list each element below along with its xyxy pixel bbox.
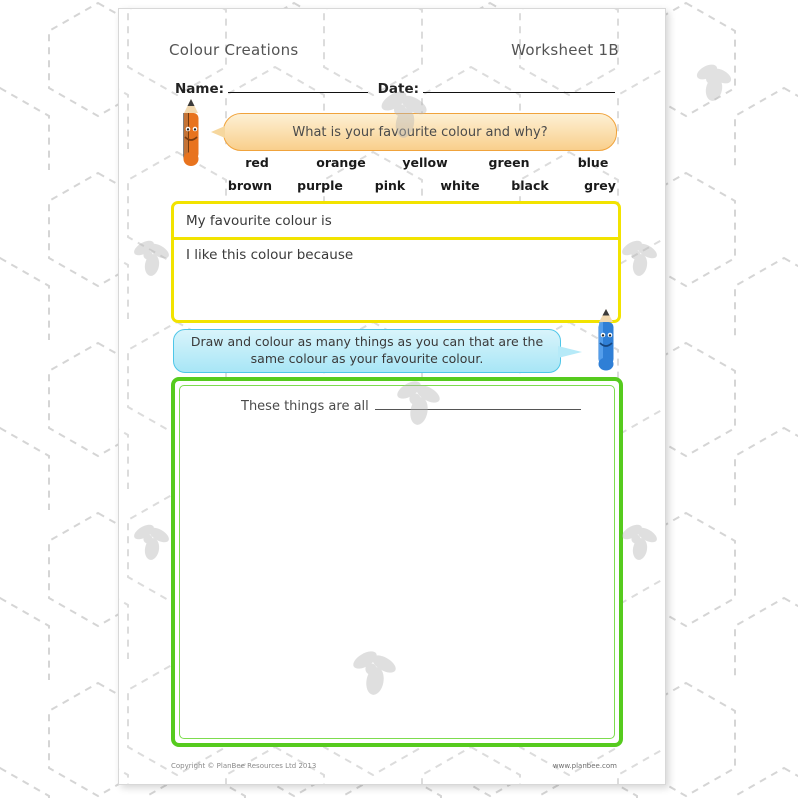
colour-word: orange — [316, 155, 366, 170]
worksheet-label: Worksheet 1B — [511, 41, 619, 59]
copyright-text: Copyright © PlanBee Resources Ltd 2013 — [171, 762, 317, 770]
name-date-row — [175, 81, 615, 97]
prompt-bubble-text: What is your favourite colour and why? — [292, 124, 548, 140]
colour-word: brown — [227, 178, 273, 193]
drawing-caption-row — [241, 397, 581, 414]
colour-word: yellow — [402, 155, 448, 170]
website-text: www.planbee.com — [552, 762, 617, 770]
colour-word: grey — [584, 178, 616, 193]
colour-word: green — [488, 155, 530, 170]
worksheet-header — [169, 41, 619, 59]
colour-word-row-2 — [215, 178, 635, 193]
date-input[interactable] — [423, 81, 615, 93]
colour-word: red — [245, 155, 269, 170]
prompt-bubble — [223, 113, 617, 151]
colour-word: black — [511, 178, 549, 193]
pencil-orange-icon — [171, 97, 211, 169]
answer-line-2-label: I like this colour because — [186, 247, 354, 263]
drawing-box[interactable] — [171, 377, 623, 747]
name-label: Name: — [175, 81, 225, 97]
name-input[interactable] — [228, 81, 368, 93]
colour-word: white — [440, 178, 480, 193]
drawing-caption-label: These things are all — [241, 399, 369, 414]
answer-line-1-label: My favourite colour is — [186, 212, 332, 229]
colour-word: purple — [297, 178, 343, 193]
colour-word: blue — [577, 155, 609, 170]
date-label: Date: — [377, 81, 419, 97]
page-title: Colour Creations — [169, 41, 299, 59]
instruction-bubble — [173, 329, 561, 373]
drawing-box-inner-border — [179, 385, 615, 739]
answer-line-1[interactable] — [174, 204, 618, 240]
drawing-caption-input[interactable] — [375, 397, 581, 410]
colour-word-row-1 — [215, 155, 635, 170]
answer-box[interactable] — [171, 201, 621, 323]
worksheet-page — [118, 8, 666, 785]
pencil-blue-icon — [587, 307, 625, 373]
page-footer — [171, 762, 617, 770]
instruction-bubble-text: Draw and colour as many things as you can that are the same colour as your favourite colour. — [190, 334, 544, 366]
colour-word: pink — [374, 178, 406, 193]
answer-line-2[interactable] — [174, 240, 618, 263]
colour-word-bank — [215, 155, 635, 201]
